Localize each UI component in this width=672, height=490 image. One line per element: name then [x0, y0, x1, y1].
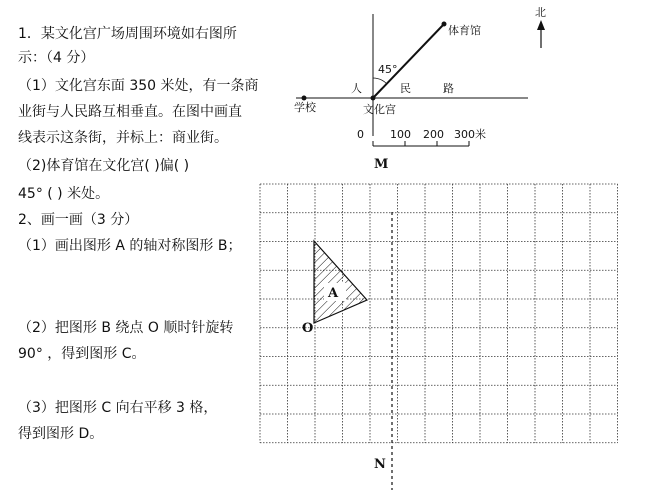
- shape-a: [314, 241, 367, 323]
- q1-line3: （1）文化宫东面 350 米处，有一条商: [18, 78, 259, 94]
- scale-200: 200: [423, 128, 444, 141]
- school-label: 学校: [294, 101, 316, 114]
- road-char-lu: 路: [443, 82, 454, 95]
- road-char-ren: 人: [351, 82, 362, 95]
- scale-0: 0: [357, 128, 364, 141]
- point-o-label: O: [302, 321, 314, 336]
- stadium-label: 体育馆: [448, 24, 481, 37]
- q1-line7: 45° ( ) 米处。: [18, 186, 110, 202]
- q1-line2: 示：（4 分）: [18, 50, 95, 66]
- road-char-min: 民: [400, 82, 411, 95]
- scale-100: 100: [390, 128, 411, 141]
- scale-300: 300米: [454, 128, 486, 141]
- q2-part2-line1: （2）把图形 B 绕点 O 顺时针旋转: [18, 320, 234, 336]
- q2-title: 2、画一画（3 分）: [18, 212, 139, 228]
- q2-part2-line2: 90° ，得到图形 C。: [18, 346, 146, 362]
- north-label: 北: [535, 6, 546, 19]
- q2-part3-line1: （3）把图形 C 向右平移 3 格，: [18, 400, 218, 416]
- shape-a-label: A: [328, 286, 339, 301]
- q1-line5: 线表示这条街，并标上：商业街。: [18, 130, 228, 146]
- q1-line6: （2)体育馆在文化宫( )偏( ): [18, 158, 190, 174]
- palace-label: 文化宫: [363, 103, 396, 116]
- q2-part1: （1）画出图形 A 的轴对称图形 B；: [18, 238, 242, 254]
- q1-line4: 业街与人民路互相垂直。在图中画直: [18, 104, 242, 120]
- label-m: M: [374, 157, 389, 172]
- angle-label: 45°: [378, 63, 398, 76]
- q1-line1: 1．某文化宫广场周围环境如右图所: [18, 26, 237, 42]
- label-n: N: [374, 457, 386, 472]
- q2-part3-line2: 得到图形 D。: [18, 426, 104, 442]
